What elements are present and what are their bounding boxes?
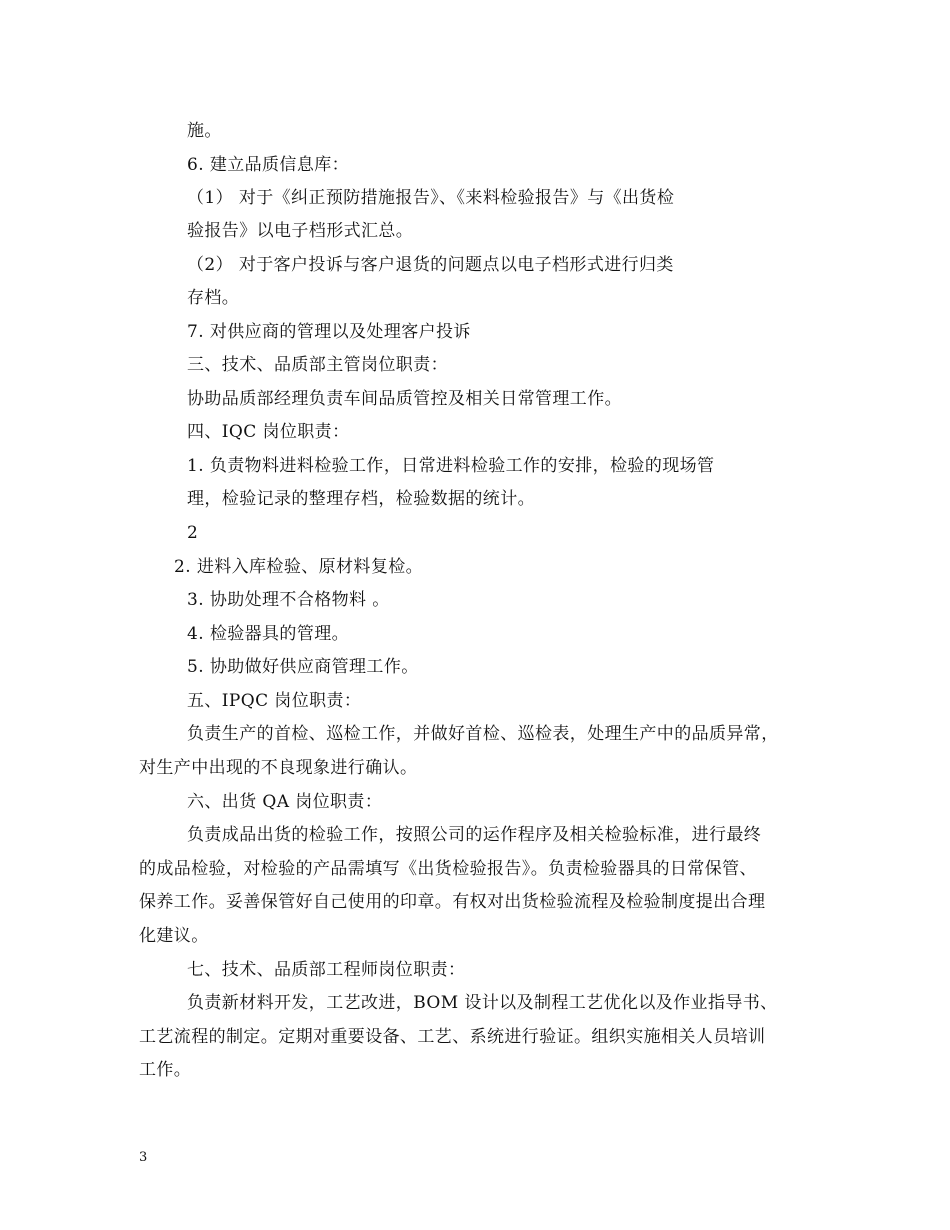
text-line: 保养工作。妥善保管好自己使用的印章。有权对出货检验流程及检验制度提出合理 bbox=[139, 892, 766, 912]
text-line: 化建议。 bbox=[139, 926, 209, 946]
section-heading: 七、技术、品质部工程师岗位职责： bbox=[187, 960, 466, 980]
text-line: 工艺流程的制定。定期对重要设备、工艺、系统进行验证。组织实施相关人员培训 bbox=[139, 1027, 766, 1047]
text-line: （1） 对于《纠正预防措施报告》、《来料检验报告》与《出货检 bbox=[187, 188, 675, 208]
page-number: 3 bbox=[139, 1150, 148, 1165]
text-line: 存档。 bbox=[187, 288, 240, 308]
text-line: 5. 协助做好供应商管理工作。 bbox=[187, 657, 419, 677]
text-line: 6. 建立品质信息库： bbox=[187, 155, 350, 175]
text-line: 协助品质部经理负责车间品质管控及相关日常管理工作。 bbox=[187, 389, 622, 409]
text-line: 7. 对供应商的管理以及处理客户投诉 bbox=[187, 322, 471, 342]
text-line: 负责新材料开发，工艺改进，BOM 设计以及制程工艺优化以及作业指导书、 bbox=[187, 993, 778, 1013]
text-line: 对生产中出现的不良现象进行确认。 bbox=[139, 758, 418, 778]
text-line: 4. 检验器具的管理。 bbox=[187, 624, 350, 644]
section-heading: 三、技术、品质部主管岗位职责： bbox=[187, 355, 448, 375]
text-line: 2. 进料入库检验、原材料复检。 bbox=[174, 557, 424, 577]
text-line: 理，检验记录的整理存档，检验数据的统计。 bbox=[187, 489, 535, 509]
text-line: 3. 协助处理不合格物料 。 bbox=[187, 590, 390, 610]
section-heading: 四、IQC 岗位职责： bbox=[187, 422, 350, 442]
text-line: 验报告》以电子档形式汇总。 bbox=[187, 221, 414, 241]
section-heading: 六、出货 QA 岗位职责： bbox=[187, 792, 383, 812]
text-line: 负责成品出货的检验工作，按照公司的运作程序及相关检验标准，进行最终 bbox=[187, 825, 762, 845]
text-line: 负责生产的首检、巡检工作，并做好首检、巡检表，处理生产中的品质异常， bbox=[187, 724, 779, 744]
text-line: （2） 对于客户投诉与客户退货的问题点以电子档形式进行归类 bbox=[187, 255, 674, 275]
text-line: 施。 bbox=[187, 121, 222, 141]
text-line: 1. 负责物料进料检验工作，日常进料检验工作的安排，检验的现场管 bbox=[187, 456, 715, 476]
text-line: 的成品检验，对检验的产品需填写《出货检验报告》。负责检验器具的日常保管、 bbox=[139, 859, 757, 879]
text-line: 2 bbox=[187, 523, 199, 543]
section-heading: 五、IPQC 岗位职责： bbox=[187, 691, 362, 711]
text-line: 工作。 bbox=[139, 1060, 192, 1080]
